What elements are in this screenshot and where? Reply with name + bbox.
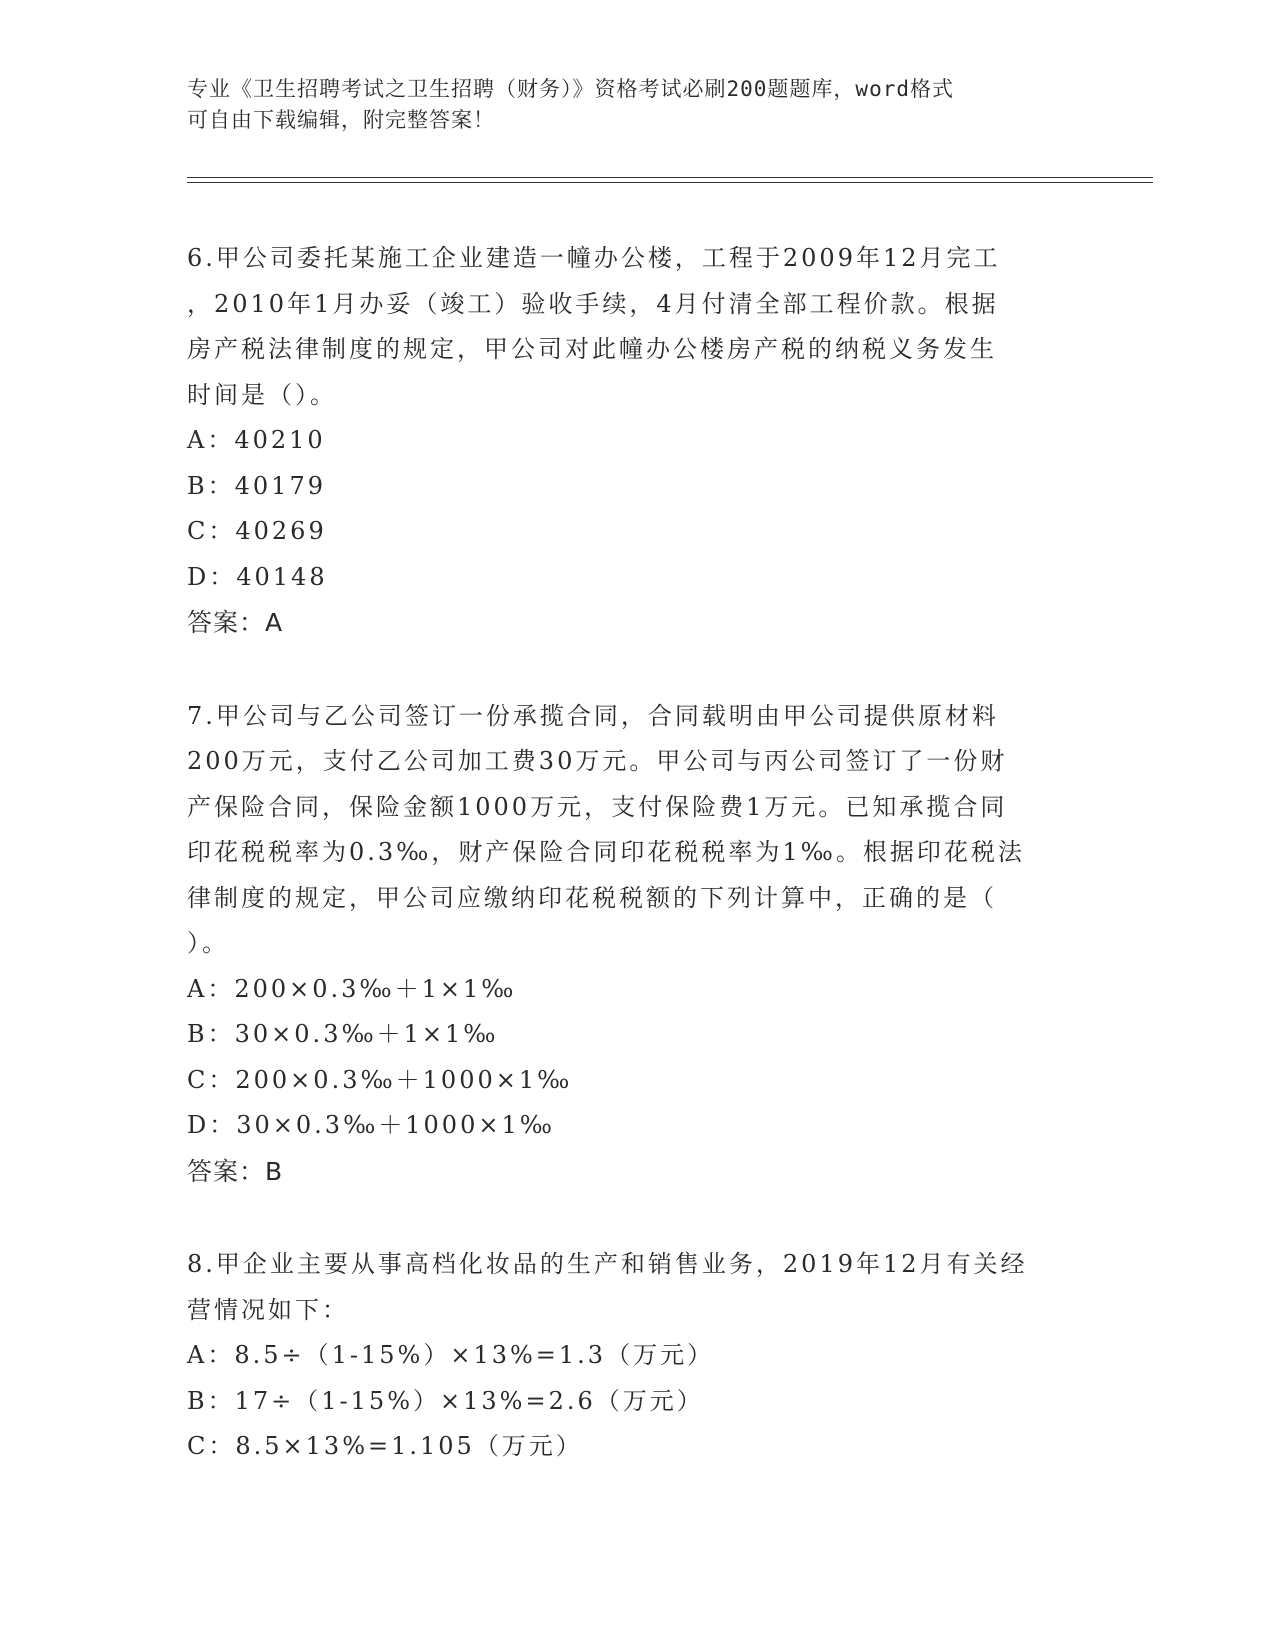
- option-a: [187, 1333, 1087, 1379]
- option-label: B：: [187, 471, 235, 500]
- option-label: B：: [187, 1020, 235, 1048]
- question-list: [187, 236, 1087, 1518]
- option-text: 8.5÷（1-15%）×13%=1.3（万元）: [234, 1341, 715, 1369]
- option-label: A：: [187, 426, 235, 454]
- option-text: 200×0.3‰＋1×1‰: [234, 974, 517, 1003]
- option-text: 17÷（1-15%）×13%=2.6（万元）: [234, 1386, 704, 1415]
- document-header: [187, 74, 1087, 136]
- option-b: [187, 464, 1087, 510]
- option-a: [187, 967, 1087, 1013]
- option-b: [187, 1012, 1087, 1058]
- question-line: 产保险合同，保险金额1000万元，支付保险费1万元。已知承揽合同: [187, 792, 1008, 821]
- question-line: 6.甲公司委托某施工企业建造一幢办公楼，工程于2009年12月完工: [187, 244, 1001, 272]
- question-line: ，2010年1月办妥（竣工）验收手续，4月付清全部工程价款。根据: [187, 289, 999, 318]
- option-label: B：: [187, 1386, 235, 1415]
- header-divider-bottom: [187, 182, 1153, 183]
- question-line: ）。: [187, 929, 229, 957]
- header-line-2: 可自由下载编辑，附完整答案！: [187, 108, 495, 132]
- header-line-1: 专业《卫生招聘考试之卫生招聘（财务）》资格考试必刷200题题库，word格式: [187, 77, 954, 101]
- option-text: 8.5×13%=1.105（万元）: [235, 1432, 583, 1460]
- question-line: 200万元，支付乙公司加工费30万元。甲公司与丙公司签订了一份财: [187, 747, 1008, 775]
- option-label: C：: [187, 517, 236, 545]
- question-8: [187, 1242, 1087, 1470]
- question-text: [187, 1242, 1087, 1333]
- option-c: [187, 1424, 1087, 1470]
- option-text: 200×0.3‰＋1000×1‰: [235, 1065, 573, 1094]
- option-c: [187, 509, 1087, 555]
- option-text: 30×0.3‰＋1×1‰: [234, 1020, 499, 1048]
- question-line: 7.甲公司与乙公司签订一份承揽合同，合同载明由甲公司提供原材料: [187, 701, 999, 730]
- option-d: [187, 555, 1087, 601]
- question-line: 房产税法律制度的规定，甲公司对此幢办公楼房产税的纳税义务发生: [187, 335, 997, 363]
- answer: 答案：B: [187, 1156, 284, 1186]
- option-label: D：: [187, 562, 237, 591]
- option-label: C：: [187, 1432, 236, 1460]
- option-label: A：: [187, 1341, 235, 1369]
- option-label: D：: [187, 1111, 237, 1139]
- option-text: 40148: [236, 562, 328, 591]
- option-text: 30×0.3‰＋1000×1‰: [236, 1111, 555, 1139]
- option-label: A：: [187, 974, 235, 1003]
- option-c: [187, 1058, 1087, 1104]
- question-6: [187, 236, 1087, 646]
- question-line: 营情况如下：: [187, 1295, 349, 1324]
- option-b: [187, 1379, 1087, 1425]
- question-7: [187, 694, 1087, 1195]
- option-text: 40210: [234, 426, 326, 454]
- question-text: [187, 694, 1087, 967]
- question-line: 时间是（）。: [187, 380, 337, 409]
- option-label: C：: [187, 1065, 236, 1094]
- question-line: 印花税税率为0.3‰，财产保险合同印花税税率为1‰。根据印花税法: [187, 838, 1025, 866]
- option-text: 40179: [234, 471, 326, 500]
- question-line: 律制度的规定，甲公司应缴纳印花税税额的下列计算中，正确的是（: [187, 883, 997, 912]
- question-text: [187, 236, 1087, 418]
- question-line: 8.甲企业主要从事高档化妆品的生产和销售业务，2019年12月有关经: [187, 1250, 1028, 1278]
- option-d: [187, 1103, 1087, 1149]
- option-text: 40269: [235, 517, 327, 545]
- option-a: [187, 418, 1087, 464]
- header-divider-top: [187, 177, 1153, 178]
- answer: 答案：A: [187, 608, 284, 637]
